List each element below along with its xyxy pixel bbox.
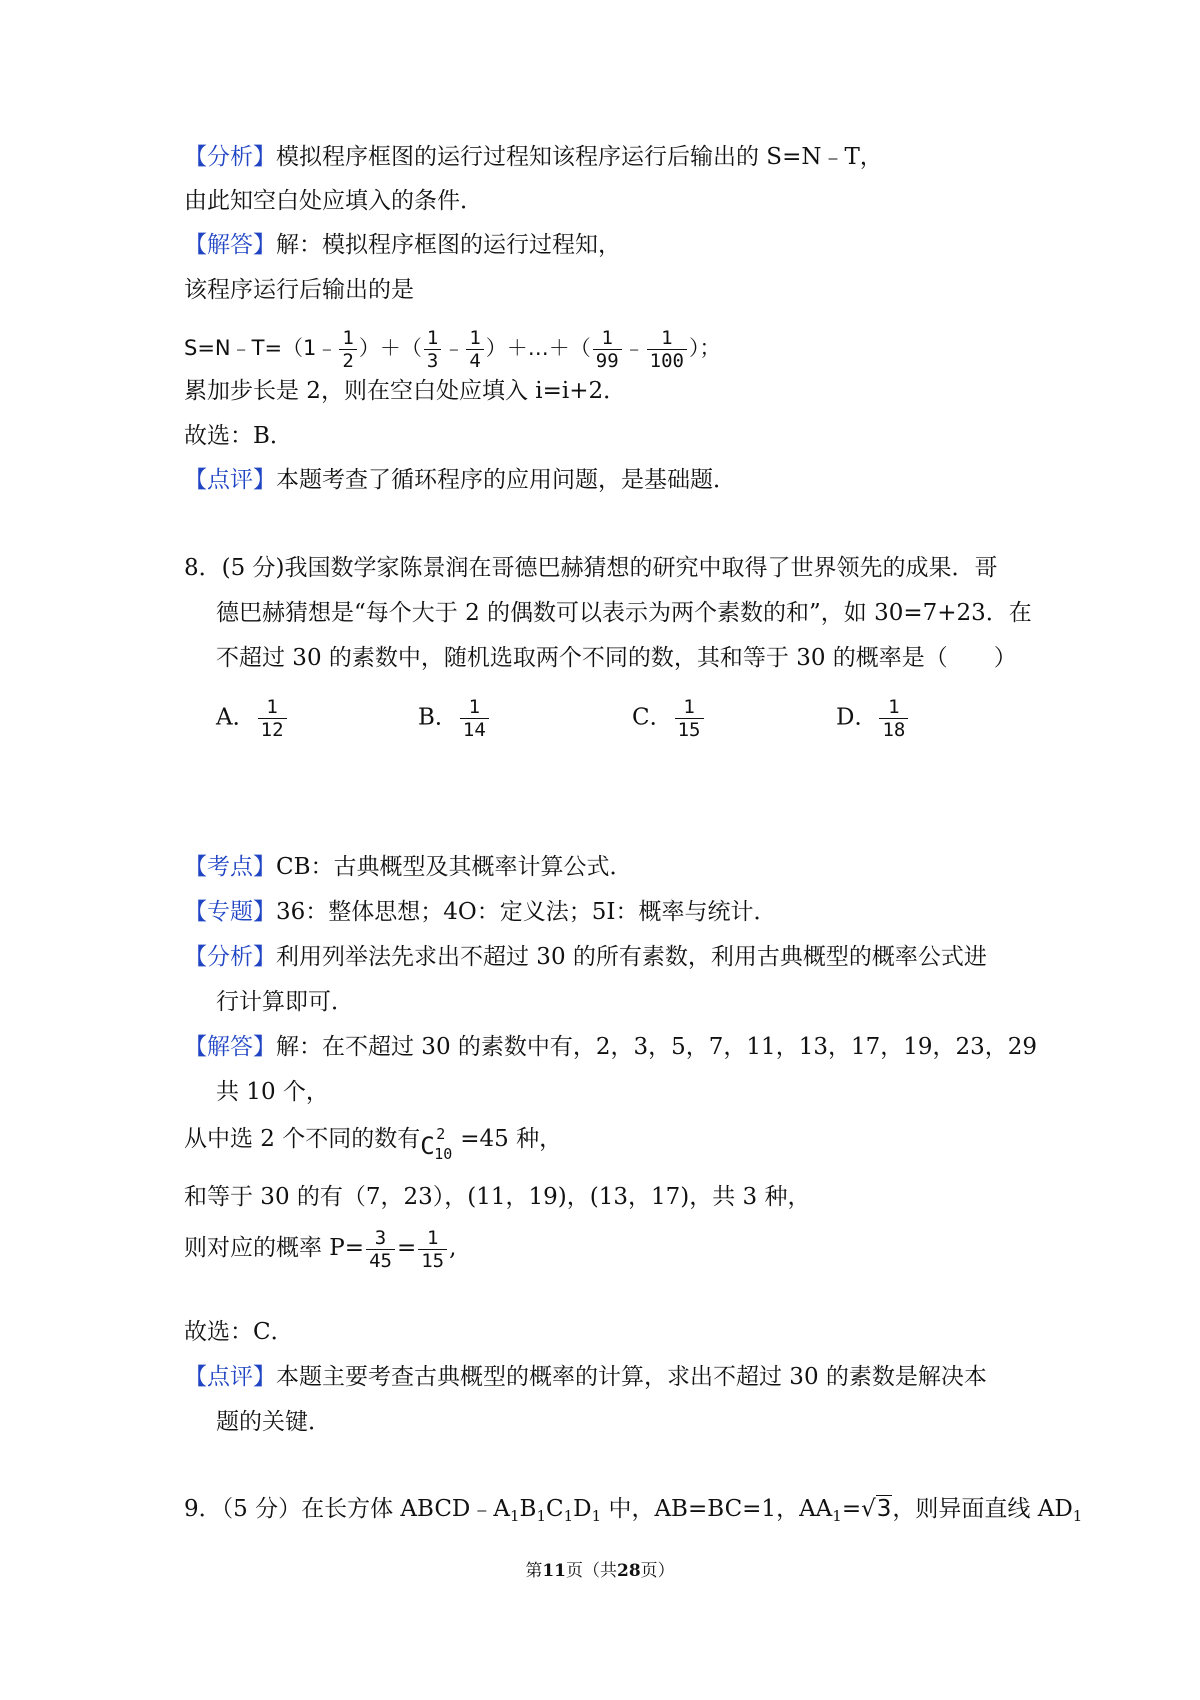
q8-topic-line bbox=[184, 897, 776, 927]
option-a: A． $\frac{1}{12}$ bbox=[216, 696, 289, 741]
q8-stem-line3: 不超过 30 的素数中，随机选取两个不同的数，其和等于 30 的概率是（ ） bbox=[216, 645, 1017, 671]
formula-minus2: ﹣ bbox=[623, 336, 645, 360]
fraction-1-15: $\frac{1}{15}$ bbox=[418, 1227, 447, 1272]
q8-analysis-cont: 行计算即可． bbox=[216, 989, 354, 1015]
q7-step-line: 累加步长是 2，则在空白处应填入 i=i+2． bbox=[184, 378, 627, 404]
q7-solution-line bbox=[184, 230, 621, 260]
q7-answer: 故选：B． bbox=[184, 423, 293, 449]
q8-comment-line bbox=[184, 1362, 987, 1392]
analysis-tag: 【分析】 bbox=[184, 944, 276, 970]
total-pages: 28 bbox=[617, 1561, 641, 1581]
comment-tag: 【点评】 bbox=[184, 1364, 276, 1390]
topic-tag: 【专题】 bbox=[184, 899, 276, 925]
fraction-1-2: $\frac{1}{2}$ bbox=[339, 327, 356, 372]
q7-analysis-cont: 由此知空白处应填入的条件． bbox=[184, 188, 483, 214]
point-tag: 【考点】 bbox=[184, 854, 276, 880]
fraction-1-4: $\frac{1}{4}$ bbox=[466, 327, 483, 372]
q8-solution-line bbox=[184, 1032, 1037, 1062]
q7-analysis-line bbox=[184, 142, 883, 172]
fraction-1-3: $\frac{1}{3}$ bbox=[424, 327, 441, 372]
fraction-3-45: $\frac{3}{45}$ bbox=[366, 1227, 395, 1272]
option-c: C． $\frac{1}{15}$ bbox=[632, 696, 706, 741]
q8-comment-text: 本题主要考查古典概型的概率的计算，求出不超过 30 的素数是解决本 bbox=[276, 1364, 987, 1390]
q8-topic-text: 36：整体思想；4O：定义法；5I：概率与统计． bbox=[276, 899, 777, 925]
q8-combination-line: 从中选 2 个不同的数有 C 2 10 =45 种， bbox=[184, 1125, 563, 1163]
formula-minus1: ﹣ bbox=[443, 336, 465, 360]
q8-stem-line1: 8．(5 分)我国数学家陈景润在哥德巴赫猜想的研究中取得了世界领先的成果．哥 bbox=[184, 555, 998, 581]
q7-analysis-text: 模拟程序框图的运行过程知该程序运行后输出的 S=N﹣T， bbox=[276, 144, 883, 170]
solution-tag: 【解答】 bbox=[184, 1034, 276, 1060]
q8-probability-line: 则对应的概率 P= $\frac{3}{45}$ = $\frac{1}{15}$ , bbox=[184, 1226, 457, 1272]
q7-solution-line2: 该程序运行后输出的是 bbox=[184, 277, 414, 303]
analysis-tag: 【分析】 bbox=[184, 144, 276, 170]
q8-analysis-line bbox=[184, 942, 987, 972]
combination-symbol: C 2 10 bbox=[420, 1125, 453, 1163]
q8-solution-text: 解：在不超过 30 的素数中有，2，3，5，7，11，13，17，19，23，29 bbox=[276, 1034, 1038, 1060]
formula-mid1: ）＋（ bbox=[358, 336, 422, 360]
q7-formula bbox=[184, 320, 721, 376]
sqrt-symbol: √3 bbox=[861, 1496, 892, 1522]
q7-comment-line bbox=[184, 465, 736, 495]
option-b: B． $\frac{1}{14}$ bbox=[418, 696, 491, 741]
q8-point-text: CB：古典概型及其概率计算公式． bbox=[276, 854, 633, 880]
solution-tag: 【解答】 bbox=[184, 232, 276, 258]
fraction-1-99: $\frac{1}{99}$ bbox=[593, 327, 622, 372]
page-footer: 第11页（共28页） bbox=[525, 1561, 675, 1581]
formula-mid2: ）＋…＋（ bbox=[485, 336, 591, 360]
formula-end: ）； bbox=[689, 336, 721, 360]
q8-comment-cont: 题的关键． bbox=[216, 1409, 331, 1435]
q7-comment-text: 本题考查了循环程序的应用问题，是基础题． bbox=[276, 467, 736, 493]
fraction-1-100: $\frac{1}{100}$ bbox=[647, 327, 687, 372]
q8-pairs-line: 和等于 30 的有（7，23），(11，19)，(13，17)，共 3 种， bbox=[184, 1184, 811, 1210]
q8-answer: 故选：C． bbox=[184, 1319, 294, 1345]
comment-tag: 【点评】 bbox=[184, 467, 276, 493]
q8-solution-cont: 共 10 个， bbox=[216, 1079, 329, 1105]
q8-stem-line2: 德巴赫猜想是“每个大于 2 的偶数可以表示为两个素数的和”，如 30=7+23．在 bbox=[216, 600, 1032, 626]
formula-lhs: S=N﹣T=（1﹣ bbox=[184, 336, 338, 360]
q8-analysis-text: 利用列举法先求出不超过 30 的所有素数，利用古典概型的概率公式进 bbox=[276, 944, 987, 970]
q7-solution-text: 解：模拟程序框图的运行过程知， bbox=[276, 232, 621, 258]
q9-stem-line: 9．（5 分）在长方体 $ABCD﹣A_1B_1C_1D_1$ 中，AB=BC=1，$AA_1=√3$，则异面直线 $AD_1$ bbox=[184, 1496, 1083, 1525]
q8-point-line bbox=[184, 852, 633, 882]
current-page: 11 bbox=[542, 1561, 566, 1581]
option-d: D． $\frac{1}{18}$ bbox=[836, 696, 910, 741]
